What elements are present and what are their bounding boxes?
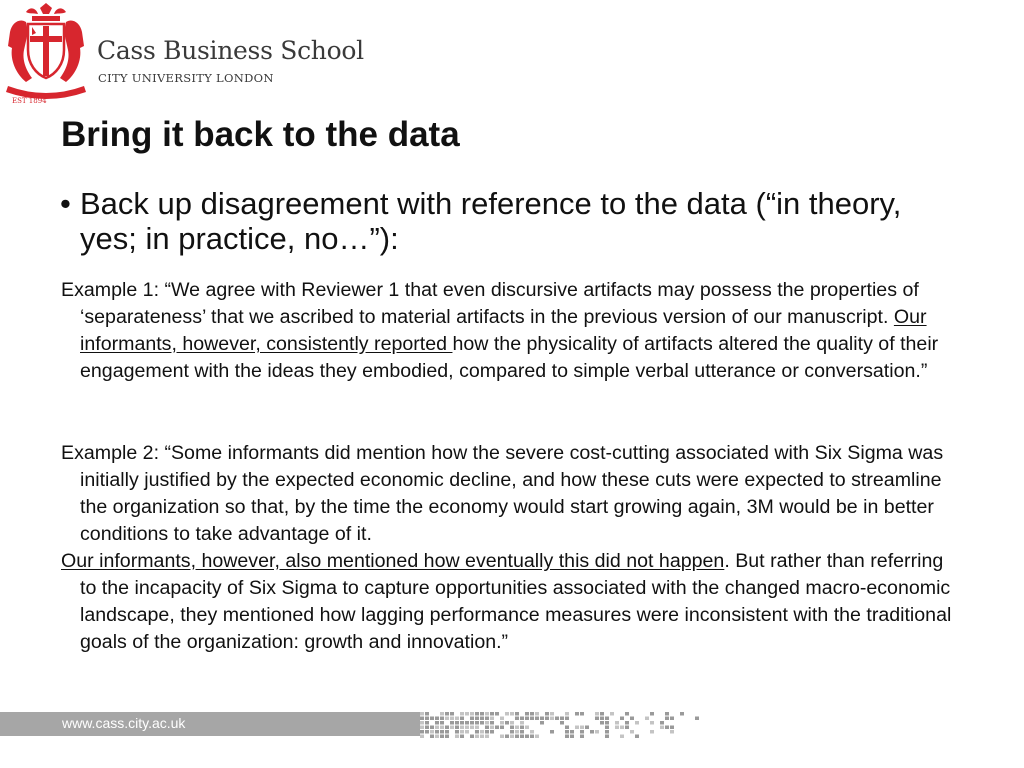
footer-pattern-block xyxy=(515,726,519,730)
footer-pattern-block xyxy=(425,730,429,734)
footer-pattern-block xyxy=(480,735,484,739)
footer-pattern-block xyxy=(470,712,474,716)
footer-decorative-pattern xyxy=(420,711,700,739)
example-2-text-b: . But rather than referring to the incapacity of Six Sigma to capture opportunities associated with the changed macro-economic landscape, they mentioned how lagging performance measures were inconsistent with the traditional goals of the organization: growth and innovation.” xyxy=(80,550,952,653)
footer-pattern-block xyxy=(520,730,524,734)
footer-pattern-block xyxy=(475,735,479,739)
footer-pattern-block xyxy=(550,730,554,734)
footer-pattern-block xyxy=(420,735,424,739)
footer-pattern-block xyxy=(490,721,494,725)
footer-pattern-block xyxy=(595,730,599,734)
footer-pattern-block xyxy=(670,730,674,734)
footer-pattern-block xyxy=(545,712,549,716)
footer-pattern-block xyxy=(605,730,609,734)
footer-pattern-block xyxy=(565,735,569,739)
footer-pattern-block xyxy=(435,730,439,734)
footer-pattern-block xyxy=(605,721,609,725)
footer-pattern-block xyxy=(600,712,604,716)
footer-pattern-block xyxy=(550,717,554,721)
footer-pattern-block xyxy=(580,726,584,730)
footer-pattern-block xyxy=(420,730,424,734)
footer-pattern-block xyxy=(500,721,504,725)
footer-pattern-block xyxy=(515,735,519,739)
footer-pattern-block xyxy=(520,721,524,725)
slide-title: Bring it back to the data xyxy=(61,115,460,154)
footer-pattern-block xyxy=(515,712,519,716)
footer-pattern-block xyxy=(420,721,424,725)
footer-pattern-block xyxy=(440,712,444,716)
footer-pattern-block xyxy=(440,726,444,730)
footer-pattern-block xyxy=(455,717,459,721)
footer-pattern-block xyxy=(465,712,469,716)
bullet-mark: • xyxy=(60,186,71,221)
footer-pattern-block xyxy=(445,717,449,721)
footer-pattern-block xyxy=(475,726,479,730)
footer-pattern-block xyxy=(515,717,519,721)
footer-pattern-block xyxy=(520,726,524,730)
footer-pattern-block xyxy=(425,726,429,730)
footer-pattern-block xyxy=(600,721,604,725)
bullet-text: Back up disagreement with reference to the data (“in theory, yes; in practice, no…”): xyxy=(80,186,902,256)
footer-pattern-block xyxy=(430,726,434,730)
footer-pattern-block xyxy=(580,735,584,739)
footer-pattern-block xyxy=(565,730,569,734)
footer-pattern-block xyxy=(535,712,539,716)
footer-pattern-block xyxy=(435,721,439,725)
footer-pattern-block xyxy=(555,717,559,721)
footer-pattern-block xyxy=(580,712,584,716)
footer-pattern-block xyxy=(560,721,564,725)
crest-est-text: EST 1894 xyxy=(12,97,47,105)
footer-pattern-block xyxy=(435,735,439,739)
footer-pattern-block xyxy=(660,726,664,730)
footer-pattern-block xyxy=(550,712,554,716)
footer-pattern-block xyxy=(540,721,544,725)
footer-pattern-block xyxy=(500,717,504,721)
footer-pattern-block xyxy=(595,712,599,716)
footer-pattern-block xyxy=(450,726,454,730)
footer-pattern-block xyxy=(485,712,489,716)
footer-pattern-block xyxy=(475,712,479,716)
footer-pattern-block xyxy=(425,717,429,721)
footer-pattern-block xyxy=(460,735,464,739)
footer-pattern-block xyxy=(480,721,484,725)
example-1-paragraph xyxy=(61,277,961,385)
footer-pattern-block xyxy=(580,730,584,734)
footer-pattern-block xyxy=(500,726,504,730)
footer-pattern-block xyxy=(520,717,524,721)
footer-pattern-block xyxy=(525,726,529,730)
footer-pattern-block xyxy=(460,721,464,725)
footer-pattern-block xyxy=(435,726,439,730)
footer-pattern-block xyxy=(575,726,579,730)
example-1-text-a: Example 1: “We agree with Reviewer 1 that even discursive artifacts may possess the properties of ‘separateness’ that we ascribed to material artifacts in the previous version of our manuscript. xyxy=(61,279,919,328)
footer-pattern-block xyxy=(420,712,424,716)
footer-pattern-block xyxy=(695,717,699,721)
footer-pattern-block xyxy=(670,726,674,730)
footer-pattern-block xyxy=(435,717,439,721)
footer-pattern-block xyxy=(465,726,469,730)
footer-url: www.cass.city.ac.uk xyxy=(62,715,186,731)
footer-pattern-block xyxy=(430,735,434,739)
footer-pattern-block xyxy=(490,712,494,716)
footer-pattern-block xyxy=(570,735,574,739)
footer-pattern-block xyxy=(530,717,534,721)
footer-pattern-block xyxy=(505,712,509,716)
footer-pattern-block xyxy=(560,717,564,721)
footer-pattern-block xyxy=(620,717,624,721)
footer-pattern-block xyxy=(605,717,609,721)
footer-pattern-block xyxy=(495,726,499,730)
footer-pattern-block xyxy=(565,726,569,730)
footer-pattern-block xyxy=(620,735,624,739)
footer-pattern-block xyxy=(625,712,629,716)
footer-pattern-block xyxy=(445,712,449,716)
footer-pattern-block xyxy=(450,717,454,721)
footer-pattern-block xyxy=(425,721,429,725)
footer-pattern-block xyxy=(605,735,609,739)
footer-pattern-block xyxy=(650,730,654,734)
footer-pattern-block xyxy=(475,717,479,721)
footer-pattern-block xyxy=(460,726,464,730)
footer-pattern-block xyxy=(570,730,574,734)
footer-pattern-block xyxy=(510,712,514,716)
footer-pattern-block xyxy=(600,717,604,721)
footer-pattern-block xyxy=(505,721,509,725)
footer-pattern-block xyxy=(490,726,494,730)
footer-pattern-block xyxy=(650,721,654,725)
footer-pattern-block xyxy=(445,726,449,730)
footer-pattern-block xyxy=(470,735,474,739)
footer-pattern-block xyxy=(670,717,674,721)
footer-pattern-block xyxy=(500,735,504,739)
bullet-point xyxy=(60,186,960,256)
footer-pattern-block xyxy=(490,717,494,721)
footer-pattern-block xyxy=(485,735,489,739)
footer-pattern-block xyxy=(605,726,609,730)
example-2 xyxy=(61,440,961,656)
footer-pattern-block xyxy=(460,730,464,734)
footer-pattern-block xyxy=(665,726,669,730)
footer-pattern-block xyxy=(530,712,534,716)
footer-pattern-block xyxy=(525,735,529,739)
footer-pattern-block xyxy=(470,717,474,721)
footer-pattern-block xyxy=(520,735,524,739)
footer-pattern-block xyxy=(680,712,684,716)
footer-pattern-block xyxy=(635,735,639,739)
footer-pattern-block xyxy=(610,712,614,716)
footer-pattern-block xyxy=(510,730,514,734)
footer-pattern-block xyxy=(485,717,489,721)
footer-pattern-block xyxy=(445,735,449,739)
footer-pattern-block xyxy=(440,721,444,725)
footer-pattern-block xyxy=(615,721,619,725)
footer-pattern-block xyxy=(450,721,454,725)
example-1 xyxy=(61,277,961,385)
brand-name: Cass Business School xyxy=(97,36,364,65)
footer-pattern-block xyxy=(525,712,529,716)
footer-pattern-block xyxy=(455,735,459,739)
footer-pattern-block xyxy=(545,717,549,721)
footer-pattern-block xyxy=(590,730,594,734)
footer-pattern-block xyxy=(535,717,539,721)
footer-pattern-block xyxy=(465,730,469,734)
footer-pattern-block xyxy=(535,735,539,739)
footer-pattern-block xyxy=(465,721,469,725)
footer-pattern-block xyxy=(515,730,519,734)
footer-pattern-block xyxy=(460,717,464,721)
footer-pattern-block xyxy=(540,717,544,721)
footer-pattern-block xyxy=(575,712,579,716)
footer-pattern-block xyxy=(425,712,429,716)
footer-pattern-block xyxy=(525,717,529,721)
example-2-paragraph-1: Example 2: “Some informants did mention how the severe cost-cutting associated with Six Sigma was initially justified by the expected economic decline, and how these cuts were expected to streamline the organization so that, by the time the economy would start growing again, 3M would be in better conditions to take advantage of it. xyxy=(61,442,944,545)
footer-pattern-block xyxy=(630,717,634,721)
footer-pattern-block xyxy=(565,712,569,716)
footer-pattern-block xyxy=(645,717,649,721)
footer-pattern-block xyxy=(530,735,534,739)
footer-pattern-block xyxy=(475,721,479,725)
footer-pattern-block xyxy=(480,717,484,721)
footer-pattern-block xyxy=(470,721,474,725)
footer-pattern-block xyxy=(585,726,589,730)
footer-pattern-block xyxy=(450,712,454,716)
footer-pattern-block xyxy=(660,721,664,725)
footer-pattern-block xyxy=(595,717,599,721)
footer-pattern-block xyxy=(430,730,434,734)
footer-pattern-block xyxy=(665,712,669,716)
footer-pattern-block xyxy=(480,730,484,734)
footer-pattern-block xyxy=(430,717,434,721)
footer-pattern-block xyxy=(565,717,569,721)
footer-pattern-block xyxy=(665,717,669,721)
footer-pattern-block xyxy=(475,730,479,734)
footer-pattern-block xyxy=(510,735,514,739)
footer-pattern-block xyxy=(455,721,459,725)
example-1-text-b: how the physicality of artifacts altered the quality of their engagement with the ideas they embodied, compared to simple verbal utterance or conversation.” xyxy=(80,333,939,382)
footer-pattern-block xyxy=(490,730,494,734)
footer-pattern-block xyxy=(460,712,464,716)
footer-pattern-block xyxy=(620,726,624,730)
footer-pattern-block xyxy=(445,730,449,734)
example-2-paragraph-2 xyxy=(61,548,961,656)
footer-pattern-block xyxy=(630,730,634,734)
example-1-underlined: Our informants, however, consistently reported xyxy=(80,306,927,355)
footer-pattern-block xyxy=(510,726,514,730)
footer-pattern-block xyxy=(440,717,444,721)
footer-pattern-block xyxy=(485,721,489,725)
footer-pattern-block xyxy=(455,726,459,730)
footer-pattern-block xyxy=(440,735,444,739)
footer-pattern-block xyxy=(625,726,629,730)
footer-pattern-block xyxy=(420,726,424,730)
footer-pattern-block xyxy=(420,717,424,721)
footer-pattern-block xyxy=(615,726,619,730)
cass-crest-logo xyxy=(4,2,88,106)
footer-pattern-block xyxy=(485,726,489,730)
footer-pattern-block xyxy=(510,721,514,725)
footer-pattern-block xyxy=(440,730,444,734)
brand-subtitle: CITY UNIVERSITY LONDON xyxy=(98,71,274,85)
footer-pattern-block xyxy=(625,721,629,725)
example-2-underlined: Our informants, however, also mentioned how eventually this did not happen xyxy=(61,550,725,572)
footer-pattern-block xyxy=(455,730,459,734)
footer-pattern-block xyxy=(650,712,654,716)
footer-pattern-block xyxy=(495,712,499,716)
footer-pattern-block xyxy=(480,712,484,716)
footer-pattern-block xyxy=(635,721,639,725)
footer-pattern-block xyxy=(485,730,489,734)
footer-pattern-block xyxy=(505,735,509,739)
footer-pattern-block xyxy=(470,726,474,730)
footer-pattern-block xyxy=(530,730,534,734)
